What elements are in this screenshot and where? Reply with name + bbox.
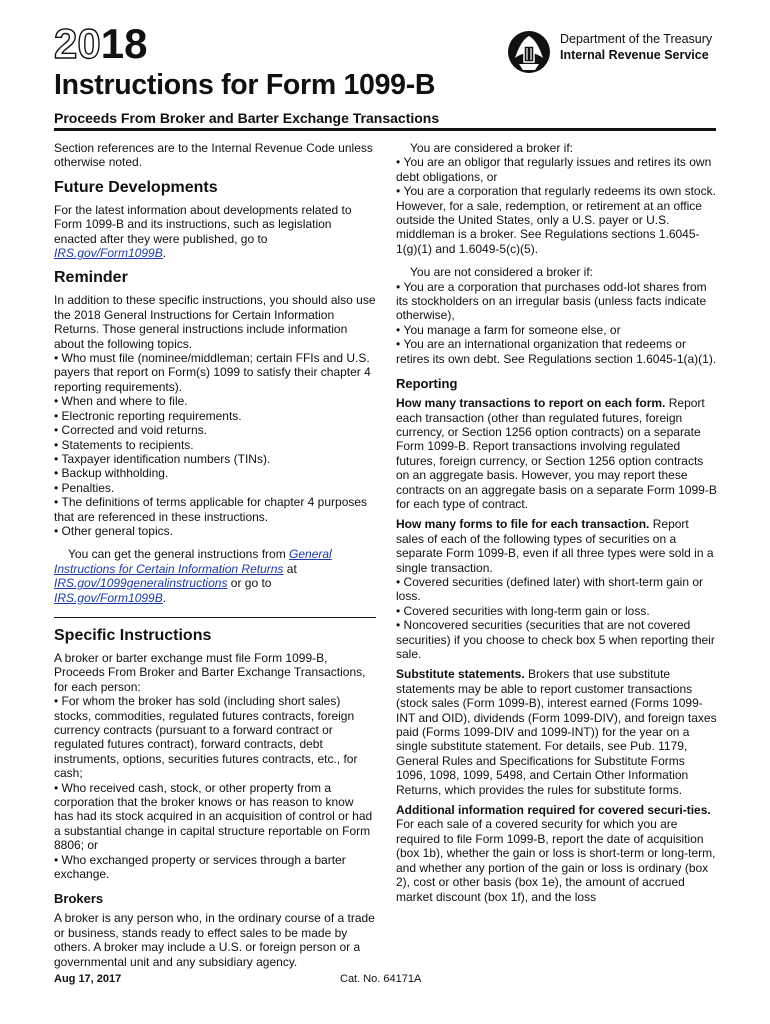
- list-item: • Penalties.: [54, 481, 376, 495]
- list-item: • You are a corporation that purchases odd-lot shares from its stockholders on an irregular basis (unless facts indicate otherwise),: [396, 280, 718, 323]
- title-divider: [54, 128, 716, 131]
- list-item: • Covered securities (defined later) with short-term gain or loss.: [396, 575, 718, 604]
- list-item: • The definitions of terms applicable for chapter 4 purposes that are referenced in these instructions.: [54, 495, 376, 524]
- reminder-heading: Reminder: [54, 269, 128, 287]
- general-instructions-text: You can get the general instructions from General Instructions for Certain Information Returns at IRS.gov/1099generalinstructions or go to IRS.gov/Form1099B.: [54, 547, 332, 605]
- forms-per-transaction-text: How many forms to file for each transaction. Report sales of each of the following types of securities on a separate Form 1099-B, even if all three types were sold in a single transaction.: [396, 517, 714, 575]
- list-item: • Electronic reporting requirements.: [54, 409, 376, 423]
- general-instructions-link[interactable]: General Instructions for Certain Information Returns: [54, 547, 332, 576]
- substitute-statements-text: Substitute statements. Brokers that use substitute statements may be able to report customer transactions (stock sales (Form 1099-B), interest earned (Forms 1099-INT and OID), dividends (Form 1099-DIV), and foreign taxes paid (Forms 1099-DIV and 1099-INT)) for the year on a single substitute statement. For details, see Pub. 1179, General Rules and Specifications for Substitute Forms 1096, 1098, 1099, 5498, and Certain Other Information Returns, which provides the rules for substitute forms.: [396, 667, 717, 797]
- list-item: • Corrected and void returns.: [54, 423, 376, 437]
- list-item: • When and where to file.: [54, 394, 376, 408]
- reminder-topic-list: [54, 351, 376, 538]
- not-considered-broker-intro: You are not considered a broker if:: [410, 265, 594, 280]
- intro-text: Section references are to the Internal Revenue Code unless otherwise noted.: [54, 141, 373, 170]
- agency-block: [560, 31, 712, 63]
- list-item: • For whom the broker has sold (including short sales) stocks, commodities, regulated futures contracts, foreign currency contracts (pursuant to a forward contract or regulated futures contract), forward contracts, debt instruments, options, securities futures contracts, etc., for cash;: [54, 694, 376, 780]
- list-item: • You manage a farm for someone else, or: [396, 323, 718, 337]
- list-item: • Who received cash, stock, or other property from a corporation that the broker knows or has reason to know has had its stock acquired in an acquisition of control or had a substantial change in capital structure reportable on Form 8806; or: [54, 781, 376, 853]
- revision-date: Aug 17, 2017: [54, 973, 122, 985]
- list-item: • You are an international organization that redeems or retires its own debt. See Regulations section 1.6045-1(a)(1).: [396, 337, 718, 366]
- right-column: [396, 141, 718, 904]
- specific-instructions-text: A broker or barter exchange must file Form 1099-B, Proceeds From Broker and Barter Exchange Transactions, for each person:: [54, 650, 366, 694]
- list-item: • Other general topics.: [54, 524, 376, 538]
- additional-info-text: Additional information required for covered securi-ties. For each sale of a covered security for which you are required to file Form 1099-B, report the date of acquisition (box 1b), whether the gain or loss is short-term or long-term, and whether any portion of the gain or loss is ordinary (box 2), cost or other basis (box 1e), the amount of accrued market discount (box 1f), and the loss: [396, 803, 716, 904]
- list-item: • Who must file (nominee/middleman; certain FFIs and U.S. payers that report on Form(s) 1099 to satisfy their chapter 4 reporting requirements).: [54, 351, 376, 394]
- list-item: • Statements to recipients.: [54, 438, 376, 452]
- not-considered-broker-list: [396, 280, 718, 366]
- left-column: [54, 141, 376, 969]
- year-suffix: 18: [100, 20, 148, 67]
- forms-per-transaction-list: [396, 575, 718, 661]
- form-year: [54, 22, 147, 66]
- future-developments-heading: Future Developments: [54, 178, 218, 196]
- irs-1099general-link[interactable]: IRS.gov/1099generalinstructions: [54, 576, 228, 591]
- reminder-text: In addition to these specific instructions, you should also use the 2018 General Instructions for Certain Information Returns. Those general instructions include information about the following topics.: [54, 293, 376, 351]
- irs-form1099b-link[interactable]: IRS.gov/Form1099B: [54, 246, 163, 261]
- list-item: • Covered securities with long-term gain or loss.: [396, 604, 718, 618]
- irs-form1099b-link-2[interactable]: IRS.gov/Form1099B: [54, 590, 163, 605]
- brokers-heading: Brokers: [54, 891, 104, 907]
- future-developments-text: For the latest information about developments related to Form 1099-B and its instructions, such as legislation enacted after they were published, go to IRS.gov/Form1099B.: [54, 202, 352, 261]
- list-item: • Backup withholding.: [54, 466, 376, 480]
- irs-eagle-logo-icon: [505, 28, 553, 76]
- considered-broker-list: [396, 155, 718, 198]
- year-prefix: 20: [54, 20, 101, 67]
- brokers-text: A broker is any person who, in the ordinary course of a trade or business, stands ready to effect sales to be made by others. A broker may include a U.S. or foreign person or a governmental unit and any subsidiary agency.: [54, 911, 375, 969]
- list-item: • Noncovered securities (securities that are not covered securities) if you choose to check box 5 when reporting their sale.: [396, 618, 718, 661]
- list-item: • You are a corporation that regularly redeems its own stock.: [396, 184, 718, 198]
- list-item: • Who exchanged property or services through a barter exchange.: [54, 853, 376, 882]
- catalog-number: Cat. No. 64171A: [340, 973, 422, 985]
- page-subtitle: Proceeds From Broker and Barter Exchange Transactions: [54, 110, 440, 126]
- specific-instructions-heading: Specific Instructions: [54, 626, 212, 644]
- agency-department: Department of the Treasury: [560, 32, 713, 46]
- list-item: • You are an obligor that regularly issues and retires its own debt obligations, or: [396, 155, 718, 184]
- agency-service: Internal Revenue Service: [560, 48, 709, 62]
- transactions-per-form-text: How many transactions to report on each form. Report each transaction (other than regulated futures, foreign currency, or Section 1256 option contracts) on a separate Form 1099-B. Report transactions involving regulated futures, foreign currency, or Section 1256 option contracts on an aggregate basis. However, you may report these contracts on an aggregate basis on a separate Form 1099-B for each type of contract.: [396, 396, 717, 511]
- page-title: Instructions for Form 1099-B: [54, 69, 436, 101]
- reporting-heading: Reporting: [396, 376, 458, 392]
- considered-broker-intro: You are considered a broker if:: [410, 141, 573, 155]
- however-text: However, for a sale, redemption, or retirement at an office outside the United States, only a U.S. payer or U.S. middleman is a broker. See Regulations sections 1.6045-1(g)(1) and 1.6049-5(c)(5).: [396, 198, 702, 256]
- specific-instructions-list: [54, 694, 376, 881]
- section-divider: [54, 617, 376, 618]
- list-item: • Taxpayer identification numbers (TINs).: [54, 452, 376, 466]
